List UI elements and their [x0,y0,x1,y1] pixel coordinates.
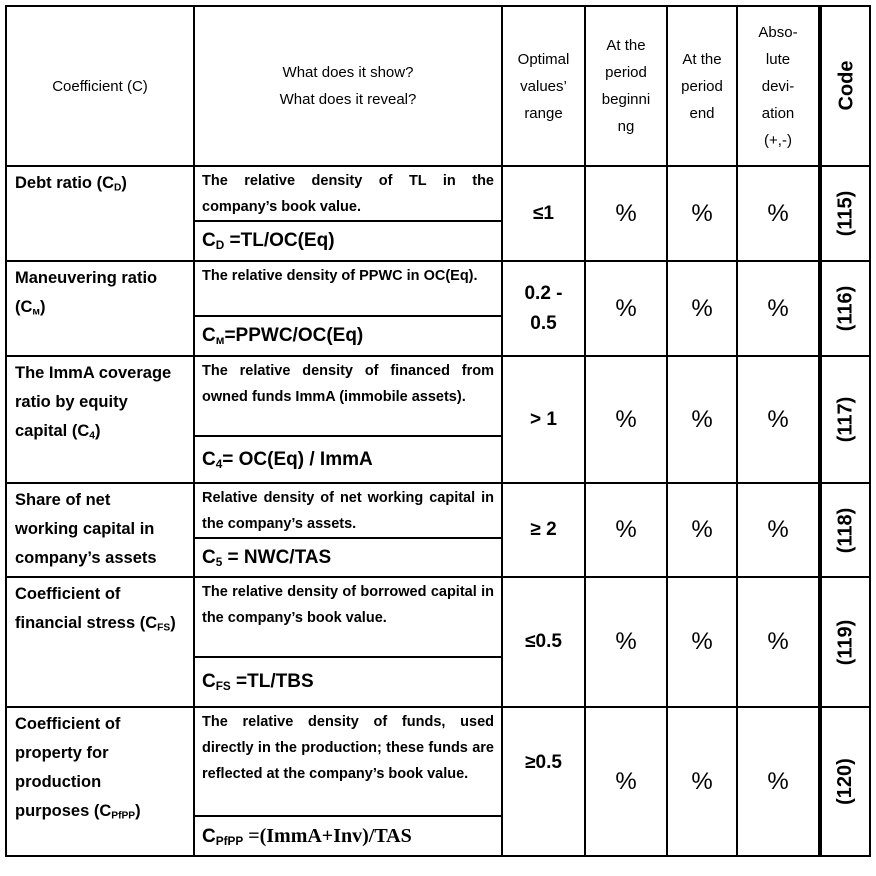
value-period-end: % [667,356,737,483]
coefficients-table [5,5,871,857]
row-code: (115) [820,166,870,261]
table-row [6,483,870,538]
optimal-range: > 1 [502,356,585,483]
value-period-beginning: % [585,483,667,577]
coefficient-description: The relative density of PPWC in OC(Eq). [194,261,502,316]
coefficient-description: The relative density of funds, used directly in the production; these funds are reflected at the company’s book value. [194,707,502,816]
row-code: (118) [820,483,870,577]
table-row [6,356,870,436]
value-period-beginning: % [585,707,667,856]
value-absolute-deviation: % [737,261,820,356]
coefficient-name: The ImmA coverage ratio by equity capital $(C_4)$ [6,356,194,483]
coefficient-name: Debt ratio $(C_D)$ [6,166,194,261]
row-code: (116) [820,261,870,356]
header-row [6,6,870,166]
coefficient-formula: $C_4= OC(Eq)$ / ImmA [194,436,502,483]
coefficient-name: Share of net working capital in company’s assets [6,483,194,577]
coefficient-description: The relative density of financed from owned funds ImmA (immobile assets). [194,356,502,436]
value-absolute-deviation: % [737,166,820,261]
table-row [6,707,870,816]
row-code: (117) [820,356,870,483]
optimal-range: 0.2 - 0.5 [502,261,585,356]
value-absolute-deviation: % [737,577,820,707]
optimal-range: ≤1 [502,166,585,261]
value-period-end: % [667,577,737,707]
value-period-end: % [667,483,737,577]
coefficient-description: The relative density of TL in the company’s book value. [194,166,502,221]
header-period-beginning: At the period beginni ng [585,6,667,166]
table-row [6,166,870,221]
table-row [6,577,870,657]
coefficient-formula: $C_5 = NWC/TAS$ [194,538,502,577]
value-absolute-deviation: % [737,483,820,577]
coefficient-name: Coefficient of property for production purposes $(C_{PfPP})$ [6,707,194,856]
value-period-end: % [667,261,737,356]
value-period-beginning: % [585,356,667,483]
coefficient-formula: $C_{PfPP}$ =(ImmA+Inv)/TAS [194,816,502,856]
row-code: (119) [820,577,870,707]
coefficient-name: Maneuvering ratio $(C_м)$ [6,261,194,356]
value-period-beginning: % [585,261,667,356]
value-period-beginning: % [585,166,667,261]
header-coefficient: Coefficient (C) [6,6,194,166]
coefficient-description: The relative density of borrowed capital in the company’s book value. [194,577,502,657]
value-period-end: % [667,166,737,261]
value-period-end: % [667,707,737,856]
value-absolute-deviation: % [737,707,820,856]
optimal-range: ≥0.5 [502,707,585,856]
header-optimal-range: Optimal values’ range [502,6,585,166]
header-code: Code [820,6,870,166]
header-period-end: At the period end [667,6,737,166]
value-period-beginning: % [585,577,667,707]
optimal-range: ≥ 2 [502,483,585,577]
row-code: (120) [820,707,870,856]
coefficient-formula: $C_м=PPWC/OC(Eq)$ [194,316,502,356]
optimal-range: ≤0.5 [502,577,585,707]
coefficient-formula: $C_{FS} =TL/TBS$ [194,657,502,707]
coefficients-table-frame [5,5,869,870]
coefficient-formula: $C_D =TL/OC(Eq)$ [194,221,502,261]
header-what: What does it show? What does it reveal? [194,6,502,166]
value-absolute-deviation: % [737,356,820,483]
header-absolute-deviation: Abso- lute devi- ation (+,-) [737,6,820,166]
coefficient-description: Relative density of net working capital in the company’s assets. [194,483,502,538]
table-row [6,261,870,316]
coefficient-name: Coefficient of financial stress $(C_{FS})$ [6,577,194,707]
